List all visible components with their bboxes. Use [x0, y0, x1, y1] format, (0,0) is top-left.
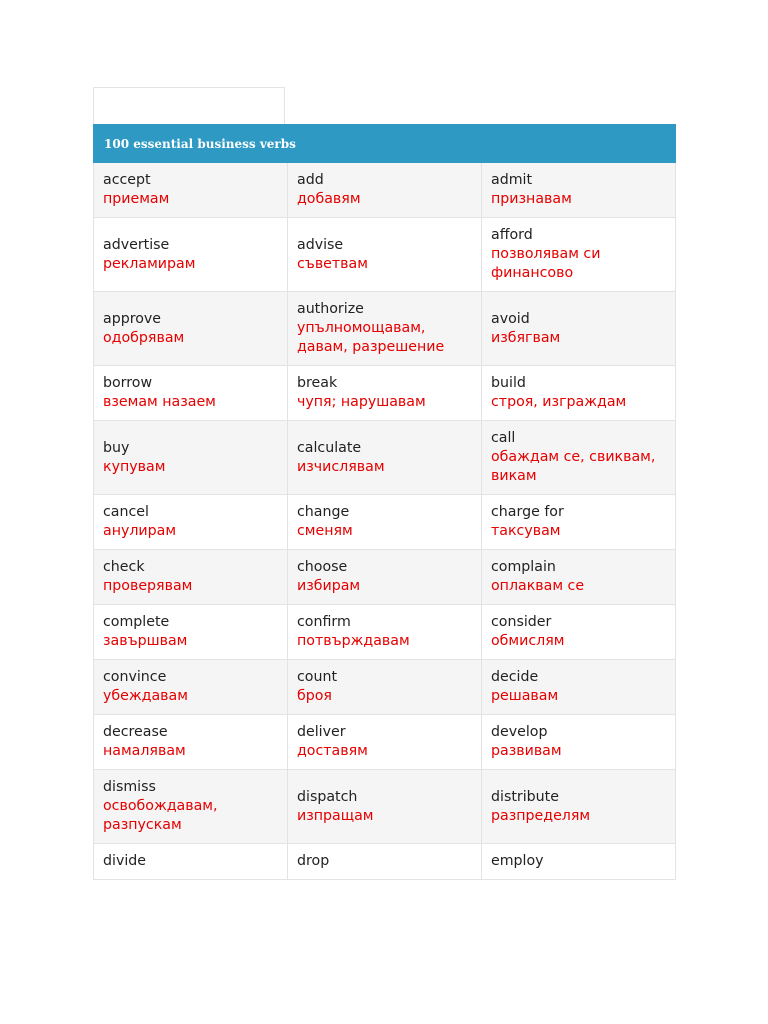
bulgarian-translation: анулирам [103, 523, 177, 539]
table-title-row [94, 125, 676, 163]
table-row [94, 715, 676, 770]
table-body [94, 163, 676, 880]
english-verb: add [297, 172, 324, 188]
verb-cell [288, 421, 482, 495]
english-verb: complete [103, 614, 170, 630]
verb-cell [482, 292, 676, 366]
verb-cell [482, 218, 676, 292]
english-verb: charge for [491, 504, 564, 520]
english-verb: approve [103, 310, 162, 327]
bulgarian-translation: завършвам [103, 633, 188, 649]
table-row [94, 421, 676, 495]
english-verb: avoid [491, 310, 530, 327]
bulgarian-translation: вземам назаем [103, 394, 216, 410]
verb-cell [94, 421, 288, 495]
english-verb: divide [103, 853, 147, 869]
english-verb: change [297, 504, 350, 520]
english-verb: confirm [297, 614, 351, 630]
bulgarian-translation: избягвам [491, 329, 561, 346]
business-verbs-table [93, 124, 676, 880]
bulgarian-translation: потвърждавам [297, 633, 410, 649]
english-verb: deliver [297, 724, 346, 740]
verb-cell [288, 292, 482, 366]
english-verb: dismiss [103, 779, 156, 795]
verb-cell [94, 366, 288, 421]
verb-cell [482, 163, 676, 218]
english-verb: calculate [297, 439, 362, 456]
english-verb: decrease [103, 724, 168, 740]
table-row [94, 218, 676, 292]
bulgarian-translation: строя, изграждам [491, 394, 627, 410]
table-row [94, 550, 676, 605]
english-verb: advertise [103, 236, 170, 253]
verb-cell [94, 292, 288, 366]
verb-cell [482, 605, 676, 660]
bulgarian-translation: изпращам [297, 807, 374, 824]
verb-cell [94, 163, 288, 218]
english-verb: dispatch [297, 788, 358, 805]
table-row [94, 844, 676, 880]
verb-cell [94, 550, 288, 605]
verb-cell [482, 660, 676, 715]
bulgarian-translation: оплаквам се [491, 578, 585, 594]
bulgarian-translation: позволявам си финансово [491, 246, 601, 281]
table-row [94, 292, 676, 366]
verb-cell [94, 495, 288, 550]
english-verb: cancel [103, 504, 149, 520]
verb-cell [482, 770, 676, 844]
bulgarian-translation: разпределям [491, 807, 591, 824]
verb-cell [94, 770, 288, 844]
bulgarian-translation: сменям [297, 523, 353, 539]
bulgarian-translation: доставям [297, 743, 368, 759]
table-row [94, 770, 676, 844]
bulgarian-translation: решавам [491, 688, 559, 704]
bulgarian-translation: избирам [297, 578, 361, 594]
verb-cell [288, 770, 482, 844]
english-verb: distribute [491, 788, 559, 805]
english-verb: develop [491, 724, 548, 740]
english-verb: accept [103, 172, 151, 188]
bulgarian-translation: добавям [297, 191, 361, 207]
table-row [94, 660, 676, 715]
bulgarian-translation: купувам [103, 458, 166, 475]
verb-cell [288, 605, 482, 660]
bulgarian-translation: приемам [103, 191, 170, 207]
bulgarian-translation: изчислявам [297, 458, 385, 475]
table-row [94, 495, 676, 550]
verb-cell [482, 495, 676, 550]
english-verb: count [297, 669, 338, 685]
english-verb: buy [103, 439, 130, 456]
table-row [94, 163, 676, 218]
bulgarian-translation: убеждавам [103, 688, 188, 704]
table-row [94, 605, 676, 660]
english-verb: build [491, 375, 526, 391]
table-title: 100 essential business verbs [94, 125, 676, 163]
empty-header-cell [93, 87, 285, 124]
verb-cell [288, 366, 482, 421]
bulgarian-translation: одобрявам [103, 329, 185, 346]
english-verb: advise [297, 236, 344, 253]
english-verb: employ [491, 853, 544, 869]
english-verb: complain [491, 559, 556, 575]
bulgarian-translation: упълномощавам, давам, разрешение [297, 320, 445, 355]
english-verb: borrow [103, 375, 153, 391]
english-verb: decide [491, 669, 539, 685]
bulgarian-translation: проверявам [103, 578, 193, 594]
verb-cell [482, 715, 676, 770]
english-verb: check [103, 559, 145, 575]
table-row [94, 366, 676, 421]
verb-cell [482, 844, 676, 880]
bulgarian-translation: признавам [491, 191, 572, 207]
verb-cell [288, 550, 482, 605]
verb-cell [482, 366, 676, 421]
verb-cell [288, 660, 482, 715]
verb-cell [94, 605, 288, 660]
english-verb: choose [297, 559, 348, 575]
bulgarian-translation: обаждам се, свиквам, викам [491, 449, 656, 484]
bulgarian-translation: рекламирам [103, 255, 196, 272]
english-verb: admit [491, 172, 533, 188]
english-verb: convince [103, 669, 167, 685]
english-verb: consider [491, 614, 552, 630]
verb-cell [94, 715, 288, 770]
english-verb: authorize [297, 301, 364, 317]
english-verb: break [297, 375, 338, 391]
english-verb: afford [491, 227, 533, 243]
bulgarian-translation: развивам [491, 743, 562, 759]
verb-cell [94, 218, 288, 292]
verb-cell [288, 495, 482, 550]
bulgarian-translation: съветвам [297, 255, 368, 272]
verb-cell [288, 715, 482, 770]
verb-cell [482, 550, 676, 605]
bulgarian-translation: чупя; нарушавам [297, 394, 426, 410]
bulgarian-translation: обмислям [491, 633, 565, 649]
bulgarian-translation: намалявам [103, 743, 186, 759]
verb-cell [94, 660, 288, 715]
verb-cell [288, 844, 482, 880]
english-verb: call [491, 430, 516, 446]
bulgarian-translation: таксувам [491, 523, 561, 539]
verb-cell [94, 844, 288, 880]
bulgarian-translation: броя [297, 688, 332, 704]
verb-cell [288, 218, 482, 292]
english-verb: drop [297, 853, 330, 869]
verb-cell [288, 163, 482, 218]
bulgarian-translation: освобождавам, разпускам [103, 798, 218, 833]
verb-cell [482, 421, 676, 495]
